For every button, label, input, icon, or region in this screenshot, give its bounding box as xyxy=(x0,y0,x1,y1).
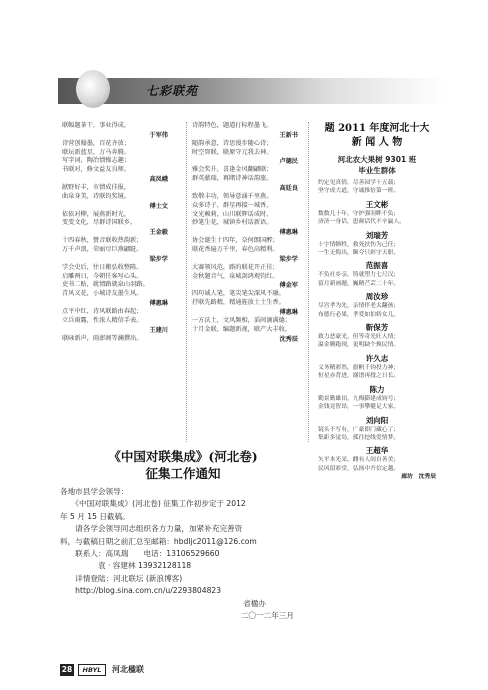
awards-subject-2: 毕业生群体 xyxy=(358,166,396,175)
award-line: 数数几十年，守护强羽畔不负； xyxy=(318,210,400,217)
award-line: 矢平本光采，雌有人间自善美； xyxy=(318,457,400,464)
couplet-author: 傅惠琳 xyxy=(279,308,298,316)
section-logo-icon xyxy=(76,70,110,108)
couplet-line: 万千声浪，荣丽尽巨燕翩跹。 xyxy=(62,245,143,253)
couplet-line: 书联对，修文益友良师。 xyxy=(62,166,131,174)
award-people xyxy=(312,199,442,473)
award-line: 金钱竟智昂，一事攀健足大家。 xyxy=(318,404,400,411)
notice-date: 二〇一二年三月 xyxy=(240,610,294,620)
couplet-author: 于军伟 xyxy=(149,131,168,139)
award-person-name: 靳保芳 xyxy=(365,323,389,333)
award-line: 义务精彩然，旗帆千钧投力神； xyxy=(318,364,400,371)
couplet-line: 联咏新声，雨澎阁等澜撰出。 xyxy=(62,334,143,342)
couplet-author: 沈秀辰 xyxy=(279,335,298,343)
couplet-author: 王建川 xyxy=(149,326,168,334)
couplet-author: 梁步学 xyxy=(279,255,298,263)
award-person-name: 周汝珍 xyxy=(365,292,389,302)
couplet-line: 随韵承意，诗思漫步随心诗； xyxy=(192,139,273,147)
couplet-author: 卢德民 xyxy=(279,158,298,166)
notice-signature: 省楹办 xyxy=(243,598,266,608)
award-line: 温金腾跑现，更明缺个焕民情。 xyxy=(318,342,400,349)
section-header xyxy=(58,70,444,114)
couplet-line: 大赛领风范，路的联花开正佳； xyxy=(192,263,279,271)
award-person-name: 王文彬 xyxy=(365,199,389,209)
publication-name: 河北楹联 xyxy=(112,665,144,674)
couplet-line: 立兵雨露，性浓人精信手表。 xyxy=(62,316,143,324)
notice-line: 联系人：高凤瑞 电话：13106529660 xyxy=(60,549,220,559)
award-line: 布德行必果，孝爱如伯娇女儿。 xyxy=(318,311,400,318)
award-line: 十字情牺牲，救死扶伤为己任； xyxy=(318,241,400,248)
couplet-line: 一方沃土，文风频相，滔间滴满德； xyxy=(192,316,291,324)
notice-line: 年 5 月 15 日截稿。 xyxy=(60,511,130,521)
notice-line: http://blog.sina.com.cn/u/2293804823 xyxy=(60,586,222,596)
couplet-line: 变变文化，尽群诗国联乡。 xyxy=(62,219,137,227)
awards-signature: 廊坊 沈秀辰 xyxy=(401,474,436,481)
award-person-name: 王超华 xyxy=(365,446,389,456)
couplet-line: 献野好丰，市情成佳报， xyxy=(62,183,131,191)
award-line: 致力恶豪光，但等奇光旺人情； xyxy=(318,334,400,341)
couplet-line: 联坛新蓝星，万马奔腾。 xyxy=(62,148,131,156)
notice-title: 《中国对联集成》(河北卷) xyxy=(108,449,258,464)
award-line: 尽宫孝为先，亲情伴老太翻孩； xyxy=(318,303,400,310)
couplet-line: 四句诚人笔，笔尖笔尖深风不融。 xyxy=(192,290,285,298)
couplet-line: 依依对柳，展燕新时光， xyxy=(62,210,131,218)
couplet-line: 青风又花，小城诗友墨生风。 xyxy=(62,290,143,298)
couplet-line: 金秋题音气，泉城剑鸿观钧红。 xyxy=(192,272,279,280)
couplet-line: 诗营创翰墨，百花齐放； xyxy=(62,139,131,147)
notice-line: 详情登陆：河北联坛 (新浪博客) xyxy=(60,573,183,583)
notice-line: 《中国对联集成》(河北卷) 征集工作初步定于 2012 xyxy=(60,499,246,509)
award-line: 恒星赤背进，谢谱再授之日长。 xyxy=(318,373,400,380)
publication-logo: HBYL xyxy=(78,664,106,676)
page-number: 28 xyxy=(61,665,73,674)
award-line: 坚守成大道，守诚推倍第一班。 xyxy=(318,188,400,195)
couplet-line: 抒联先路精，精通旌放士土生香。 xyxy=(192,299,285,307)
header-banner xyxy=(58,78,444,104)
notice-line: 袁 · 容建林 13932128118 xyxy=(60,561,192,571)
award-person-name: 刘向阳 xyxy=(365,415,389,425)
notice-line: 各地市县学会领导： xyxy=(60,487,129,496)
award-person-name: 陈力 xyxy=(369,384,385,394)
award-line: 济济一身话，患颜话代不辛赢人。 xyxy=(318,219,405,226)
couplet-author: 傅惠琳 xyxy=(279,229,298,237)
couplet-line: 吏书二贴，就情路就泉山羽路。 xyxy=(62,281,149,289)
couplet-line: 时空智联，联原守元我去神。 xyxy=(192,148,273,156)
couplet-line: 十月金联，编题新视，联产大丰收。 xyxy=(192,325,291,333)
couplet-author: 傅惠琳 xyxy=(149,299,168,307)
couplet-author: 傅金军 xyxy=(279,282,298,290)
award-person-name: 刘瑞芳 xyxy=(365,230,389,240)
couplet-line: 群英献瑞，再睹诗神话韵旅。 xyxy=(192,175,273,183)
awards-title: 题 2011 年度河北十大 xyxy=(324,123,430,134)
notice-title-2: 征集工作通知 xyxy=(145,466,221,481)
couplet-author: 王新书 xyxy=(279,131,298,139)
award-line: 集距多觉岛，孤往挖线爱情梦。 xyxy=(318,434,400,441)
couplet-line: 雅会奖升，喜逢金风翻翩联； xyxy=(192,166,273,174)
couplet-line: 协会诞生十四年，奈何朗国醉； xyxy=(192,237,279,245)
award-line: 勤景勤雄田，九梅膨建成钧号； xyxy=(318,395,400,402)
couplet-column-1 xyxy=(62,122,174,343)
couplet-line: 启雕两日，今朝任客写心头。 xyxy=(62,272,143,280)
award-person-name: 范振喜 xyxy=(365,261,389,271)
couplet-column-2 xyxy=(192,122,304,344)
award-line: 留月新画题，巍精芒芸二十年。 xyxy=(318,280,400,287)
couplet-line: 写字词，陶冶情操志趣； xyxy=(62,157,131,165)
award-person-name: 许久志 xyxy=(365,353,389,363)
couplet-line: 曲泉身美，诗联钧奖镜。 xyxy=(62,192,131,200)
awards-title-2: 新 闻 人 物 xyxy=(351,137,403,148)
award-line: 民风留彩堂，弘扬中升信定越。 xyxy=(318,465,400,472)
couplet-line: 妙笔生花，城镇乡村话新语。 xyxy=(192,219,273,227)
couplet-author: 傅士文 xyxy=(149,202,168,210)
couplet-line: 十四春秋，赞音联收热韵新； xyxy=(62,237,143,245)
notice-line: 料，与截稿日期之前汇总至邮箱：hbdljc2011@126.com xyxy=(60,536,257,546)
couplet-author: 王金毅 xyxy=(149,229,168,237)
award-line: 镜头不写有，广豪即门藏心了； xyxy=(318,426,400,433)
couplet-line: 致敬丰功，领导意涌千里燕。 xyxy=(192,192,273,200)
couplet-author: 梁步学 xyxy=(149,255,168,263)
notice-block xyxy=(60,448,306,622)
couplet-line: 众多诗子，群星再接一城香。 xyxy=(192,201,273,209)
couplet-line: 联花香遍万千里，春色高精利。 xyxy=(192,245,279,253)
notice-line: 请各学会领导同志组织各方力量，加紧补充完善资 xyxy=(60,524,243,534)
award-line: 不负社乡亲，铸就塑力七尺汉； xyxy=(318,272,400,279)
couplet-line: 联幅题茶干，事业得成。 xyxy=(62,122,131,129)
couplet-author: 高凤峨 xyxy=(149,175,168,183)
couplet-line: 学会史后，往日搬弘收整陈。 xyxy=(62,263,143,271)
column-divider xyxy=(308,122,309,442)
couplet-author: 高廷良 xyxy=(279,184,298,192)
couplet-line: 文光赖莉，山川联辉话成时。 xyxy=(192,210,273,218)
award-line: 一生无悔出，颐夸只彩守天职。 xyxy=(318,250,400,257)
couplet-line: 诗韵特色，题道打标程墨飞。 xyxy=(192,122,273,129)
column-divider xyxy=(186,122,187,442)
section-title: 七彩联苑 xyxy=(146,84,199,98)
awards-subject: 河北农大果树 9301 班 xyxy=(337,155,417,164)
award-line: 约定见真情，尽善园学十五载； xyxy=(318,180,400,186)
awards-column xyxy=(312,122,442,482)
couplet-line: 点平中红，诗风联路由春起； xyxy=(62,307,143,315)
